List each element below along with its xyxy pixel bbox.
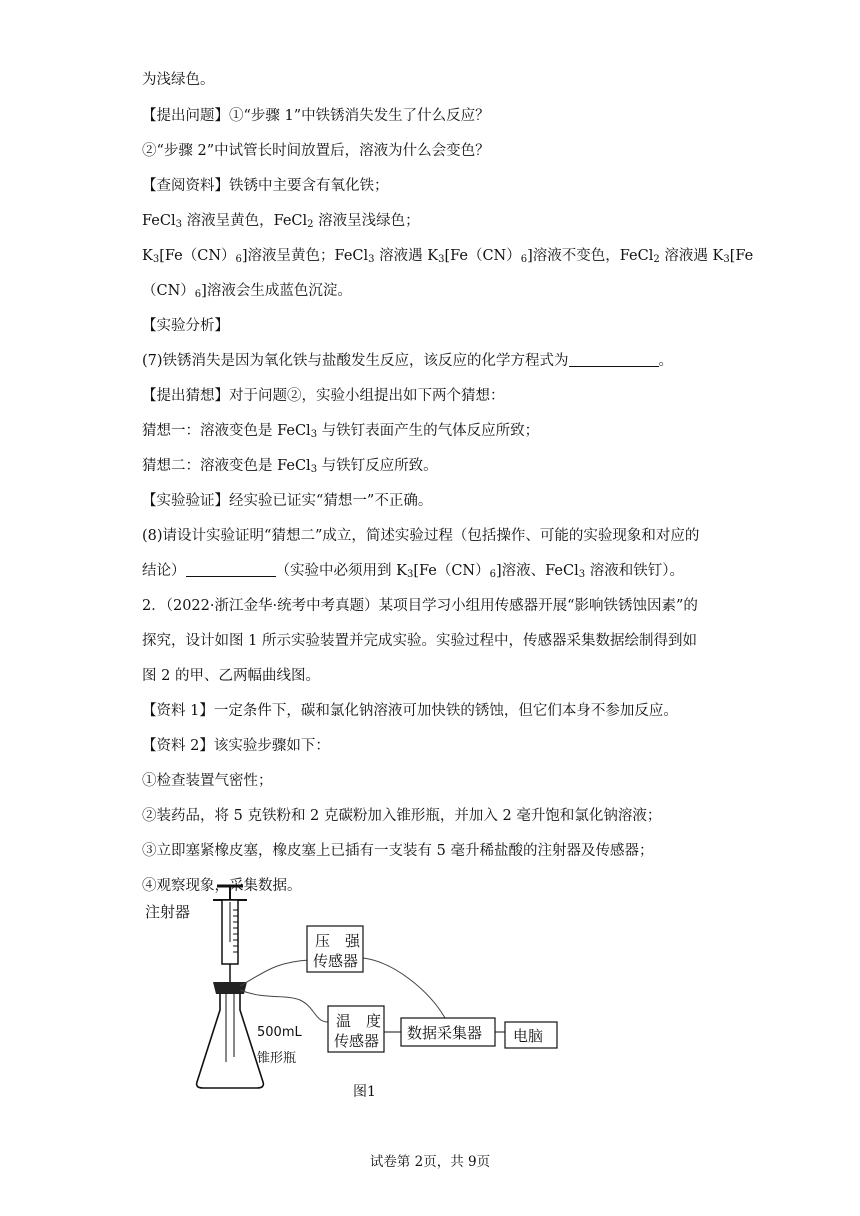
temperature-sensor-label: 温 度 — [336, 1012, 382, 1030]
text-line: 图 2 的甲、乙两幅曲线图。 — [142, 668, 320, 684]
flask-volume: 500mL — [257, 1025, 302, 1040]
conical-flask — [197, 994, 264, 1088]
hypothesis-2: 猜想二：溶液变色是 FeCl$_3$ 与铁钉反应所致。 — [142, 458, 438, 475]
section-heading: 【提出猜想】对于问题②，实验小组提出如下两个猜想： — [142, 388, 505, 404]
text-line: $(CN)_6$]溶液会生成蓝色沉淀。 — [142, 283, 352, 300]
question-8: (8)请设计实验证明“猜想二”成立，简述实验过程（包括操作、可能的实验现象和对应的 — [142, 528, 700, 544]
apparatus-diagram — [145, 882, 565, 1112]
section-heading: 【查阅资料】铁锈中主要含有氧化铁； — [142, 178, 389, 194]
pressure-sensor-label: 传感器 — [313, 952, 359, 970]
material-2: 【资料 2】该实验步骤如下： — [142, 738, 330, 754]
page-footer: 试卷第 2页，共 9页 — [369, 1154, 491, 1170]
temperature-sensor-label: 传感器 — [334, 1032, 380, 1050]
figure-1-apparatus — [145, 882, 565, 1112]
wire-temperature — [240, 990, 328, 1022]
step-3: ③立即塞紧橡皮塞，橡皮塞上已插有一支装有 5 毫升稀盐酸的注射器及传感器； — [142, 843, 654, 859]
section-heading: 【实验验证】经实验已证实“猜想一”不正确。 — [142, 493, 433, 509]
text-line: ②“步骤 2”中试管长时间放置后，溶液为什么会变色？ — [142, 143, 490, 159]
question-8-cont: 结论） （实验中必须用到 $K_3[Fe(CN)_6]$溶液、FeCl$_3$ 溶液和铁钉）。 — [142, 563, 684, 580]
pressure-sensor-label: 压 强 — [315, 932, 361, 950]
step-2: ②装药品，将 5 克铁粉和 2 克碳粉加入锥形瓶，并加入 2 毫升饱和氯化钠溶液； — [142, 808, 662, 824]
text-line: FeCl$_3$ 溶液呈黄色，FeCl$_2$ 溶液呈浅绿色； — [142, 213, 420, 230]
answer-blank[interactable] — [569, 352, 659, 367]
section-heading: 【实验分析】 — [142, 318, 229, 334]
question-7: (7)铁锈消失是因为氧化铁与盐酸发生反应，该反应的化学方程式为 。 — [142, 353, 674, 369]
material-1: 【资料 1】一定条件下，碳和氯化钠溶液可加快铁的锈蚀，但它们本身不参加反应。 — [142, 703, 678, 719]
syringe-label: 注射器 — [145, 903, 191, 921]
problem-2: 2．（2022·浙江金华·统考中考真题）某项目学习小组用传感器开展“影响铁锈蚀因素”的 — [142, 598, 698, 614]
step-1: ①检查装置气密性； — [142, 773, 273, 789]
answer-blank[interactable] — [186, 562, 276, 577]
text-line: $K_3[Fe(CN)_6]$溶液呈黄色；FeCl$_3$ 溶液遇 $K_3[Fe(CN)_6]$溶液不变色，FeCl$_2$ 溶液遇 $K_3[Fe$ — [142, 248, 754, 265]
figure-caption: 图1 — [353, 1084, 376, 1100]
rubber-stopper — [213, 982, 247, 994]
flask-label: 锥形瓶 — [257, 1051, 297, 1066]
wire-pressure — [240, 960, 310, 986]
text-line: 为浅绿色。 — [142, 72, 215, 88]
step-4: ④观察现象，采集数据。 — [142, 878, 302, 894]
hypothesis-1: 猜想一：溶液变色是 FeCl$_3$ 与铁钉表面产生的气体反应所致； — [142, 423, 540, 440]
data-collector-label: 数据采集器 — [407, 1024, 483, 1042]
computer-label: 电脑 — [513, 1027, 544, 1045]
text-line: 探究，设计如图 1 所示实验装置并完成实验。实验过程中，传感器采集数据绘制得到如 — [142, 633, 697, 649]
question-heading: 【提出问题】①“步骤 1”中铁锈消失发生了什么反应？ — [142, 108, 490, 124]
